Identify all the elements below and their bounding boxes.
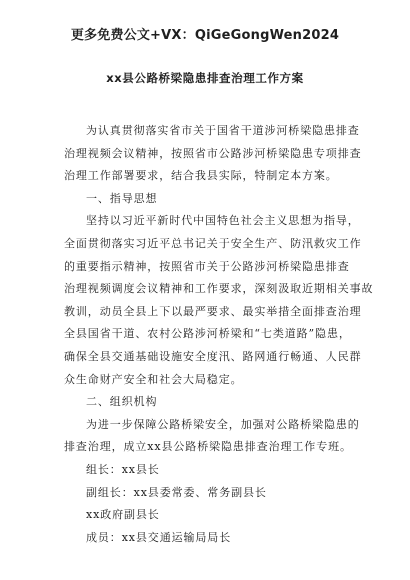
paragraph-line: 全面贯彻落实习近平总书记关于安全生产、防汛救灾工作 [64,236,362,250]
paragraph-line: 确保全县交通基础设施安全度汛、路网通行畅通、人民群 [64,349,362,363]
section-heading: 二、组织机构 [86,395,158,409]
promo-header: 更多免费公文+VX：QiGeGongWen2024 [70,28,340,43]
paragraph-line: 的重要指示精神，按照省市关于公路涉河桥梁隐患排查 [64,259,350,273]
paragraph-line: 为进一步保障公路桥梁安全，加强对公路桥梁隐患的 [86,417,360,431]
document-body [64,120,374,549]
member-line: 副组长：xx县委常委、常务副县长 [86,485,267,499]
paragraph-line: 坚持以习近平新时代中国特色社会主义思想为指导， [86,214,360,228]
paragraph-line: 全县国省干道、农村公路涉河桥梁和“七类道路”隐患， [64,327,351,341]
section-heading: 一、指导思想 [86,191,158,205]
paragraph-line: 为认真贯彻落实省市关于国省干道涉河桥梁隐患排查 [86,124,360,137]
member-line: xx政府副县长 [86,508,160,522]
member-line: 组长：xx县长 [86,462,160,476]
paragraph-line: 治理视频调度会议精神和工作要求，深刻汲取近期相关事故 [64,282,374,296]
paragraph-line: 治理视频会议精神，按照省市公路涉河桥梁隐患专项排查 [64,146,362,160]
paragraph-line: 排查治理，成立xx县公路桥梁隐患排查治理工作专班。 [64,440,352,454]
paragraph-line: 教训，动员全县上下以最严要求、最实举措全面排查治理 [64,304,362,318]
member-line: 成员：xx县交通运输局局长 [86,530,232,544]
paragraph-line: 治理工作部署要求，结合我县实际，特制定本方案。 [64,169,338,183]
paragraph-line: 众生命财产安全和社会大局稳定。 [64,372,243,386]
document-title: xx县公路桥梁隐患排查治理工作方案 [106,71,304,85]
